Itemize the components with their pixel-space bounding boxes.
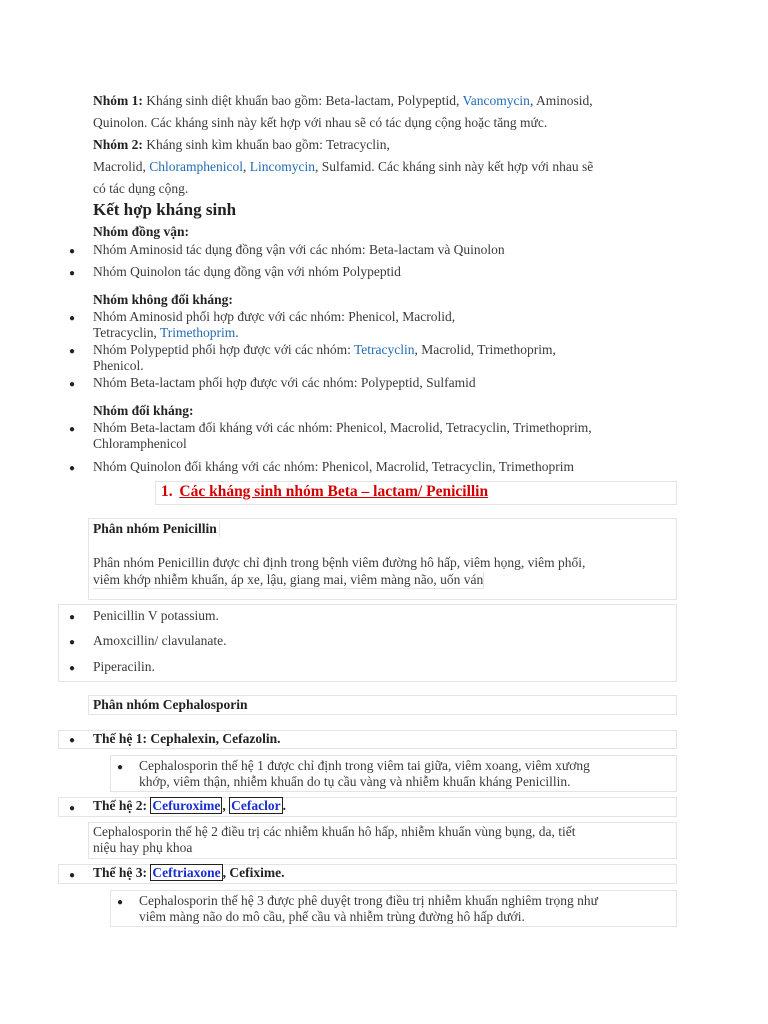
penicillin-item-3: Piperacilin. bbox=[93, 659, 155, 674]
antag-item-2: Nhóm Quinolon đối kháng với các nhóm: Phenicol, Macrolid, Tetracyclin, Trimethoprim bbox=[93, 459, 575, 474]
penicillin-desc-1: Phân nhóm Penicillin được chỉ định trong bệnh viêm đường hô hấp, viêm họng, viêm phổi, bbox=[93, 555, 586, 570]
bullet-icon: ● bbox=[69, 424, 76, 435]
bullet-icon: ● bbox=[117, 897, 124, 908]
cefuroxime-link[interactable]: Cefuroxime bbox=[152, 798, 221, 813]
group2-sep: , bbox=[242, 159, 250, 174]
nonantag-item-2b: Phenicol. bbox=[93, 358, 144, 373]
nonantag-1b-end: . bbox=[235, 325, 239, 340]
ceph-title: Phân nhóm Cephalosporin bbox=[93, 697, 248, 712]
nonantag-item-3: Nhóm Beta-lactam phối hợp được với các nhóm: Polypeptid, Sulfamid bbox=[93, 375, 476, 390]
bullet-icon: ● bbox=[69, 379, 76, 390]
penicillin-title: Phân nhóm Penicillin bbox=[93, 521, 220, 537]
gen2-sep: , bbox=[222, 798, 230, 813]
bullet-icon: ● bbox=[69, 637, 76, 648]
bullet-icon: ● bbox=[69, 870, 76, 881]
section1-heading bbox=[161, 483, 488, 501]
nonantag-title: Nhóm không đối kháng: bbox=[93, 292, 233, 307]
group1-line2: Quinolon. Các kháng sinh này kết hợp với nhau sẽ có tác dụng cộng hoặc tăng mức. bbox=[93, 115, 548, 130]
chloramphenicol-link[interactable]: Chloramphenicol bbox=[149, 159, 243, 174]
bullet-icon: ● bbox=[69, 612, 76, 623]
antag-title: Nhóm đối kháng: bbox=[93, 403, 194, 418]
gen2-end: . bbox=[282, 798, 286, 813]
group1-label: Nhóm 1: bbox=[93, 93, 143, 108]
nonantag-2a-text: Nhóm Polypeptid phối hợp được với các nhóm: bbox=[93, 342, 354, 357]
antag-item-1b: Chloramphenicol bbox=[93, 436, 187, 451]
gen1-desc-1: Cephalosporin thế hệ 1 được chỉ định trong viêm tai giữa, viêm xoang, viêm xương bbox=[139, 758, 590, 773]
bullet-icon: ● bbox=[69, 246, 76, 257]
group1-line1 bbox=[93, 93, 593, 109]
bullet-icon: ● bbox=[69, 463, 76, 474]
group2-text2: Macrolid, bbox=[93, 159, 150, 174]
synergy-item-2: Nhóm Quinolon tác dụng đồng vận với nhóm Polypeptid bbox=[93, 264, 401, 279]
bullet-icon: ● bbox=[117, 762, 124, 773]
penicillin-desc-2: viêm khớp nhiễm khuẩn, áp xe, lậu, giang mai, viêm màng não, uốn ván bbox=[93, 572, 484, 587]
lincomycin-link[interactable]: Lincomycin bbox=[249, 159, 315, 174]
bullet-icon: ● bbox=[69, 346, 76, 357]
section1-title[interactable]: Các kháng sinh nhóm Beta – lactam/ Penicillin bbox=[179, 483, 489, 500]
nonantag-1b-text: Tetracyclin, bbox=[93, 325, 161, 340]
synergy-item-1: Nhóm Aminosid tác dụng đồng vận với các nhóm: Beta-lactam và Quinolon bbox=[93, 242, 505, 257]
gen1-desc-2: khớp, viêm thận, nhiễm khuẩn do tụ cầu vàng và nhiễm khuẩn kháng Penicillin. bbox=[139, 774, 571, 789]
penicillin-item-1: Penicillin V potassium. bbox=[93, 608, 219, 623]
bullet-icon: ● bbox=[69, 663, 76, 674]
nonantag-item-1a: Nhóm Aminosid phối hợp được với các nhóm: Phenicol, Macrolid, bbox=[93, 309, 456, 324]
synergy-title: Nhóm đồng vận: bbox=[93, 224, 190, 239]
group1-text-end: , Aminosid, bbox=[529, 93, 593, 108]
cefaclor-link[interactable]: Cefaclor bbox=[231, 798, 281, 813]
bullet-icon: ● bbox=[69, 268, 76, 279]
nonantag-item-2a bbox=[93, 342, 556, 358]
group2-line3: có tác dụng cộng. bbox=[93, 181, 189, 196]
group2-line1 bbox=[93, 137, 390, 153]
bullet-icon: ● bbox=[69, 735, 76, 746]
gen3-desc-1: Cephalosporin thế hệ 3 được phê duyệt trong điều trị nhiễm khuẩn nghiêm trọng như bbox=[139, 893, 598, 908]
antag-item-1a: Nhóm Beta-lactam đối kháng với các nhóm: Phenicol, Macrolid, Tetracyclin, Trimethoprim, bbox=[93, 420, 592, 435]
penicillin-item-2: Amoxcillin/ clavulanate. bbox=[93, 633, 227, 648]
gen2-title bbox=[93, 798, 286, 814]
gen3-label: Thế hệ 3: bbox=[93, 865, 151, 880]
group2-line2 bbox=[93, 159, 593, 175]
group2-label: Nhóm 2: bbox=[93, 137, 143, 152]
nonantag-2a-end: , Macrolid, Trimethoprim, bbox=[414, 342, 556, 357]
nonantag-item-1b bbox=[93, 325, 239, 341]
gen1-title: Thế hệ 1: Cephalexin, Cefazolin. bbox=[93, 731, 281, 746]
group2-text: Kháng sinh kìm khuẩn bao gồm: Tetracyclin, bbox=[142, 137, 390, 152]
ceftriaxone-link[interactable]: Ceftriaxone bbox=[152, 865, 221, 880]
tetracyclin-link[interactable]: Tetracyclin bbox=[353, 342, 415, 357]
gen3-title bbox=[93, 865, 284, 881]
gen3-end: , Cefixime. bbox=[222, 865, 285, 880]
group1-text: Kháng sinh diệt khuẩn bao gồm: Beta-lactam, Polypeptid, bbox=[142, 93, 463, 108]
gen3-desc-2: viêm màng não do mô cầu, phế cầu và nhiễm trùng đường hô hấp dưới. bbox=[139, 909, 525, 924]
gen2-label: Thế hệ 2: bbox=[93, 798, 151, 813]
trimethoprim-link[interactable]: Trimethoprim bbox=[160, 325, 236, 340]
group2-text3: , Sulfamid. Các kháng sinh này kết hợp với nhau sẽ bbox=[314, 159, 594, 174]
gen2-desc-1: Cephalosporin thế hệ 2 điều trị các nhiễm khuẩn hô hấp, nhiễm khuẩn vùng bụng, da, tiết bbox=[93, 824, 576, 839]
section1-number: 1. bbox=[161, 483, 173, 500]
vancomycin-link[interactable]: Vancomycin bbox=[462, 93, 530, 108]
gen2-desc-2: niệu hay phụ khoa bbox=[93, 840, 193, 855]
bullet-icon: ● bbox=[69, 803, 76, 814]
combine-heading: Kết hợp kháng sinh bbox=[93, 200, 237, 219]
bullet-icon: ● bbox=[69, 313, 76, 324]
